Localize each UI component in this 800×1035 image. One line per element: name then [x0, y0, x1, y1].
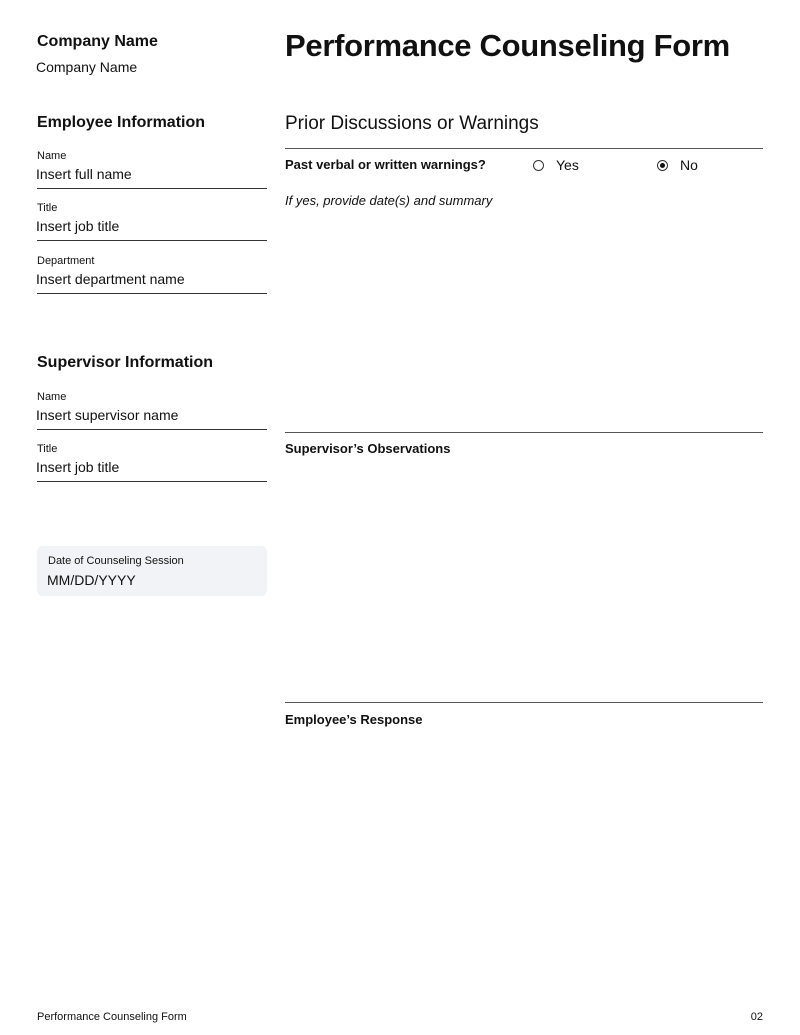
response-divider [285, 702, 763, 703]
supervisor-title-field [37, 443, 267, 482]
employee-name-field [37, 150, 267, 189]
supervisor-title-label: Title [37, 443, 58, 455]
form-title: Performance Counseling Form [285, 28, 730, 63]
prior-divider [285, 148, 763, 149]
prior-discussions-heading: Prior Discussions or Warnings [285, 113, 539, 134]
employee-title-input[interactable] [36, 217, 268, 240]
employee-department-input[interactable] [36, 270, 268, 293]
supervisor-name-input[interactable] [36, 406, 268, 429]
radio-no-label[interactable]: No [680, 157, 698, 173]
observations-heading: Supervisor’s Observations [285, 441, 451, 456]
company-name-subtitle[interactable]: Company Name [36, 59, 138, 75]
supervisor-info-heading: Supervisor Information [37, 354, 214, 371]
employee-title-field [37, 202, 267, 241]
page-number: 02 [750, 1011, 763, 1023]
footer-title: Performance Counseling Form [37, 1011, 187, 1023]
employee-info-heading: Employee Information [37, 114, 206, 131]
employee-name-input[interactable] [36, 165, 268, 188]
employee-name-label: Name [37, 150, 67, 162]
warnings-summary-area[interactable] [285, 212, 763, 430]
supervisor-title-input[interactable] [36, 458, 268, 481]
radio-yes-label[interactable]: Yes [556, 157, 579, 173]
company-name: Company Name [37, 33, 158, 50]
supervisor-name-label: Name [37, 391, 67, 403]
counseling-date-value[interactable]: MM/DD/YYYY [47, 572, 136, 588]
employee-department-label: Department [37, 255, 95, 267]
employee-department-field [37, 255, 267, 294]
observations-divider [285, 432, 763, 433]
warnings-question: Past verbal or written warnings? [285, 157, 486, 172]
supervisor-name-field [37, 391, 267, 430]
response-heading: Employee’s Response [285, 712, 423, 727]
employee-title-label: Title [37, 202, 58, 214]
response-area[interactable] [285, 734, 763, 994]
radio-yes[interactable] [533, 160, 544, 171]
radio-no[interactable] [657, 160, 668, 171]
observations-area[interactable] [285, 462, 763, 698]
counseling-date-label: Date of Counseling Session [48, 555, 184, 567]
counseling-date-field[interactable] [37, 546, 267, 596]
radio-selected-dot [660, 163, 665, 168]
warnings-hint: If yes, provide date(s) and summary [285, 193, 493, 208]
